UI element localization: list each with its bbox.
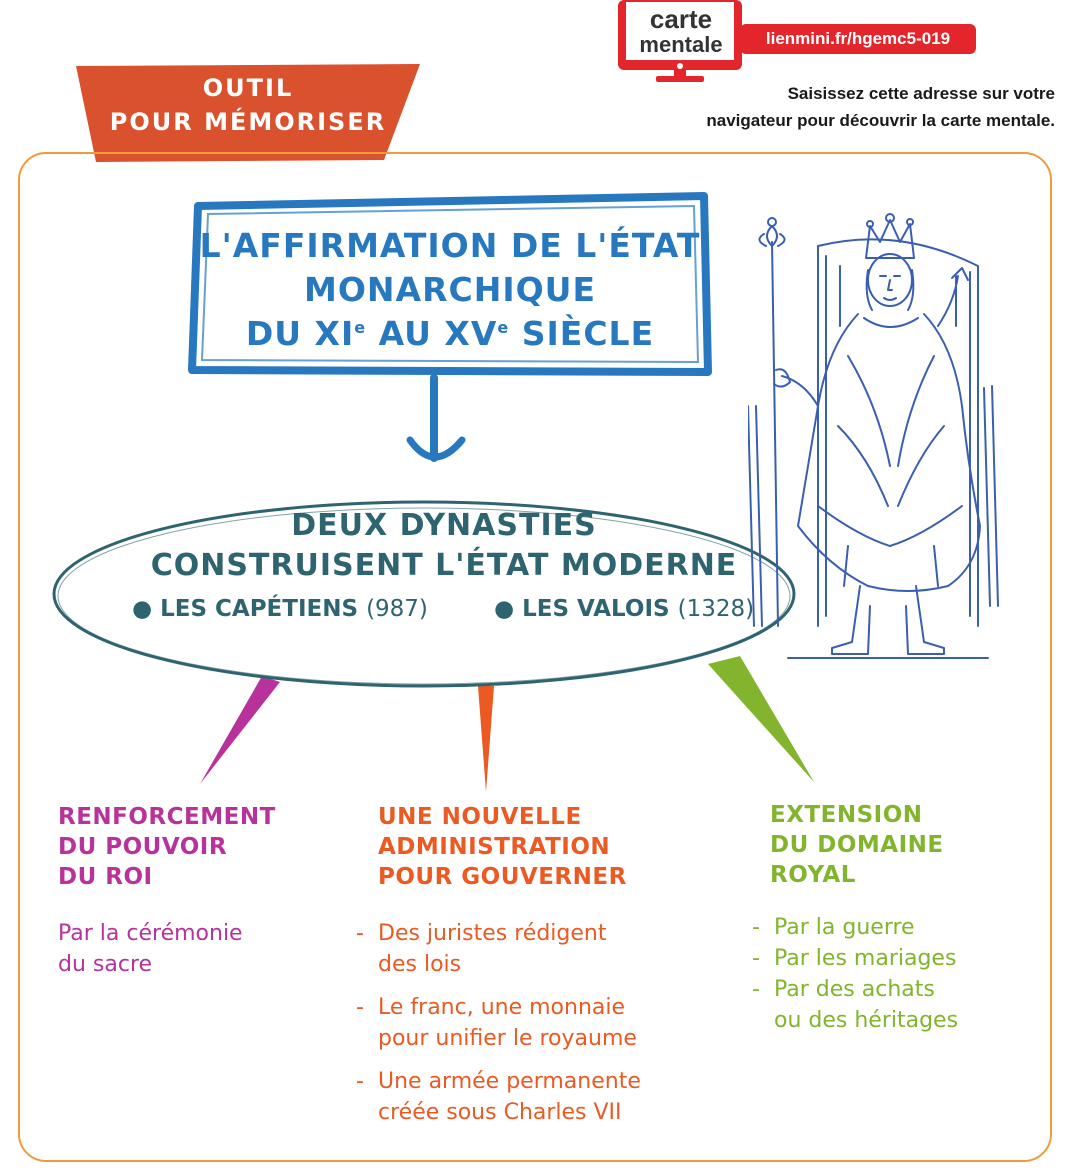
title-box xyxy=(188,192,712,378)
dynasty-capetiens xyxy=(132,596,428,622)
enthroned-king-icon xyxy=(748,206,1000,662)
title-line-3-suffix: SIÈCLE xyxy=(509,314,655,353)
list-item xyxy=(356,1066,716,1128)
ellipse-line-2: CONSTRUISENT L'ÉTAT MODERNE xyxy=(150,548,738,583)
ribbon-line-2: POUR MÉMORISER xyxy=(109,108,387,136)
list-item-line: créée sous Charles VII xyxy=(378,1100,622,1125)
column-text-line: Par la cérémonie xyxy=(58,921,243,946)
monitor-line-2: mentale xyxy=(639,32,723,57)
title-sup-2: e xyxy=(497,318,510,337)
domaine-royal-list xyxy=(752,912,1042,1036)
list-item-line: pour unifier le royaume xyxy=(378,1026,637,1051)
dash-marker: - xyxy=(356,1069,364,1094)
pouvoir-roi-title xyxy=(58,802,276,892)
dash-marker: - xyxy=(356,921,364,946)
instruction-line-1: Saisissez cette adresse sur votre xyxy=(787,84,1055,103)
monitor-line-1: carte xyxy=(649,4,713,34)
column-title-line: RENFORCEMENT xyxy=(58,804,276,830)
administration-title xyxy=(378,802,627,892)
dynasty-year: (1328) xyxy=(677,596,755,622)
list-item xyxy=(752,943,1042,974)
dash-marker: - xyxy=(356,995,364,1020)
column-title-line: ROYAL xyxy=(770,862,856,888)
column-title-line: EXTENSION xyxy=(770,802,923,828)
dynasty-name: LES VALOIS xyxy=(522,596,670,622)
list-item xyxy=(752,974,1042,1036)
list-item xyxy=(356,918,716,980)
list-item-line: Des juristes rédigent xyxy=(378,921,607,946)
list-item-line: Par les mariages xyxy=(774,946,957,971)
title-line-3 xyxy=(188,314,712,353)
list-item-line: Par la guerre xyxy=(774,915,915,940)
list-item xyxy=(356,992,716,1054)
dash-marker: - xyxy=(752,946,760,971)
bullet-icon: ● xyxy=(132,596,161,622)
ellipse-line-1: DEUX DYNASTIES xyxy=(291,508,597,543)
dash-marker: - xyxy=(752,915,760,940)
column-title-line: POUR GOUVERNER xyxy=(378,864,627,890)
ribbon-line-1: OUTIL xyxy=(202,74,294,102)
title-line-3-prefix: DU XI xyxy=(245,314,355,353)
column-title-line: DU POUVOIR xyxy=(58,834,228,860)
column-text-line: du sacre xyxy=(58,952,153,977)
title-line-3-mid: AU XV xyxy=(366,314,498,353)
dynasty-name: LES CAPÉTIENS xyxy=(160,596,359,622)
column-title-line: DU ROI xyxy=(58,864,153,890)
domaine-royal-title xyxy=(770,800,944,890)
url-badge[interactable]: lienmini.fr/hgemc5-019 xyxy=(740,24,976,54)
bullet-icon: ● xyxy=(494,596,523,622)
list-item-line: Une armée permanente xyxy=(378,1069,641,1094)
instruction-line-2: navigateur pour découvrir la carte mentale. xyxy=(706,111,1055,130)
dynasty-year: (987) xyxy=(366,596,428,622)
administration-list xyxy=(356,918,716,1140)
column-title-line: UNE NOUVELLE xyxy=(378,804,582,830)
title-line-2: MONARCHIQUE xyxy=(304,270,596,309)
list-item-line: Le franc, une monnaie xyxy=(378,995,626,1020)
orange-connector xyxy=(478,686,494,792)
list-item-line: Par des achats xyxy=(774,977,935,1002)
title-sup-1: e xyxy=(354,318,367,337)
pouvoir-roi-text xyxy=(58,918,243,980)
list-item xyxy=(752,912,1042,943)
green-connector xyxy=(708,656,814,782)
title-line-1: L'AFFIRMATION DE L'ÉTAT xyxy=(199,226,701,265)
column-title-line: DU DOMAINE xyxy=(770,832,944,858)
list-item-line: des lois xyxy=(378,952,462,977)
dynasty-valois xyxy=(494,596,754,622)
pink-connector xyxy=(200,676,280,784)
column-title-line: ADMINISTRATION xyxy=(378,834,611,860)
list-item-line: ou des héritages xyxy=(774,1008,959,1033)
dash-marker: - xyxy=(752,977,760,1002)
